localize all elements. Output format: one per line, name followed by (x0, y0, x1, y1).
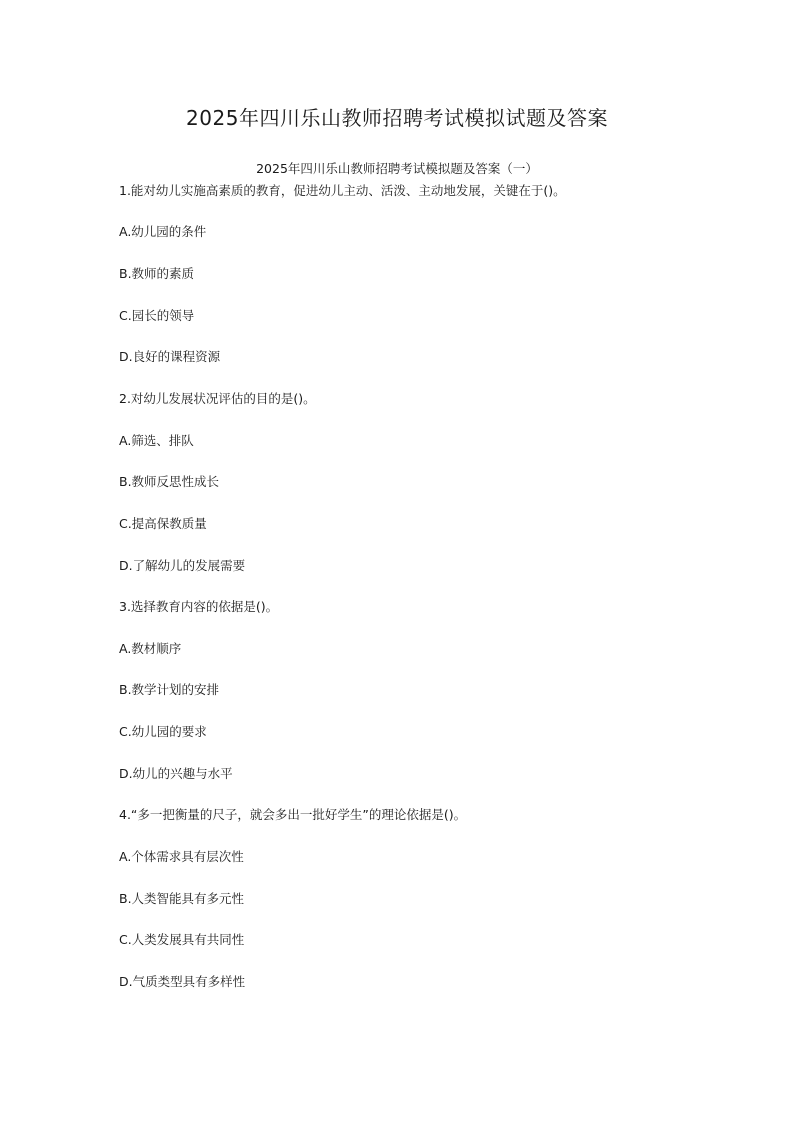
section-subtitle: 2025年四川乐山教师招聘考试模拟题及答案（一） (256, 161, 538, 176)
question-2-option-a: A.筛选、排队 (119, 433, 194, 448)
question-1-option-c: C.园长的领导 (119, 308, 195, 323)
question-4-option-d: D.气质类型具有多样性 (119, 974, 246, 989)
question-1-option-d: D.良好的课程资源 (119, 349, 221, 364)
question-2-option-d: D.了解幼儿的发展需要 (119, 558, 246, 573)
question-stem-2: 2.对幼儿发展状况评估的目的是()。 (119, 391, 316, 406)
question-4-option-b: B.人类智能具有多元性 (119, 891, 245, 906)
question-4-option-c: C.人类发展具有共同性 (119, 932, 245, 947)
question-3-option-c: C.幼儿园的要求 (119, 724, 207, 739)
question-1-option-b: B.教师的素质 (119, 266, 195, 281)
question-stem-1: 1.能对幼儿实施高素质的教育，促进幼儿主动、活泼、主动地发展，关键在于()。 (119, 183, 566, 198)
question-stem-3: 3.选择教育内容的依据是()。 (119, 599, 279, 614)
question-4-option-a: A.个体需求具有层次性 (119, 849, 244, 864)
question-3-option-b: B.教学计划的安排 (119, 682, 220, 697)
page-title: 2025年四川乐山教师招聘考试模拟试题及答案 (186, 106, 608, 130)
question-2-option-b: B.教师反思性成长 (119, 474, 220, 489)
question-stem-4: 4.“多一把衡量的尺子，就会多出一批好学生”的理论依据是()。 (119, 807, 467, 822)
question-2-option-c: C.提高保教质量 (119, 516, 207, 531)
question-3-option-d: D.幼儿的兴趣与水平 (119, 766, 233, 781)
question-1-option-a: A.幼儿园的条件 (119, 224, 207, 239)
question-3-option-a: A.教材顺序 (119, 641, 182, 656)
